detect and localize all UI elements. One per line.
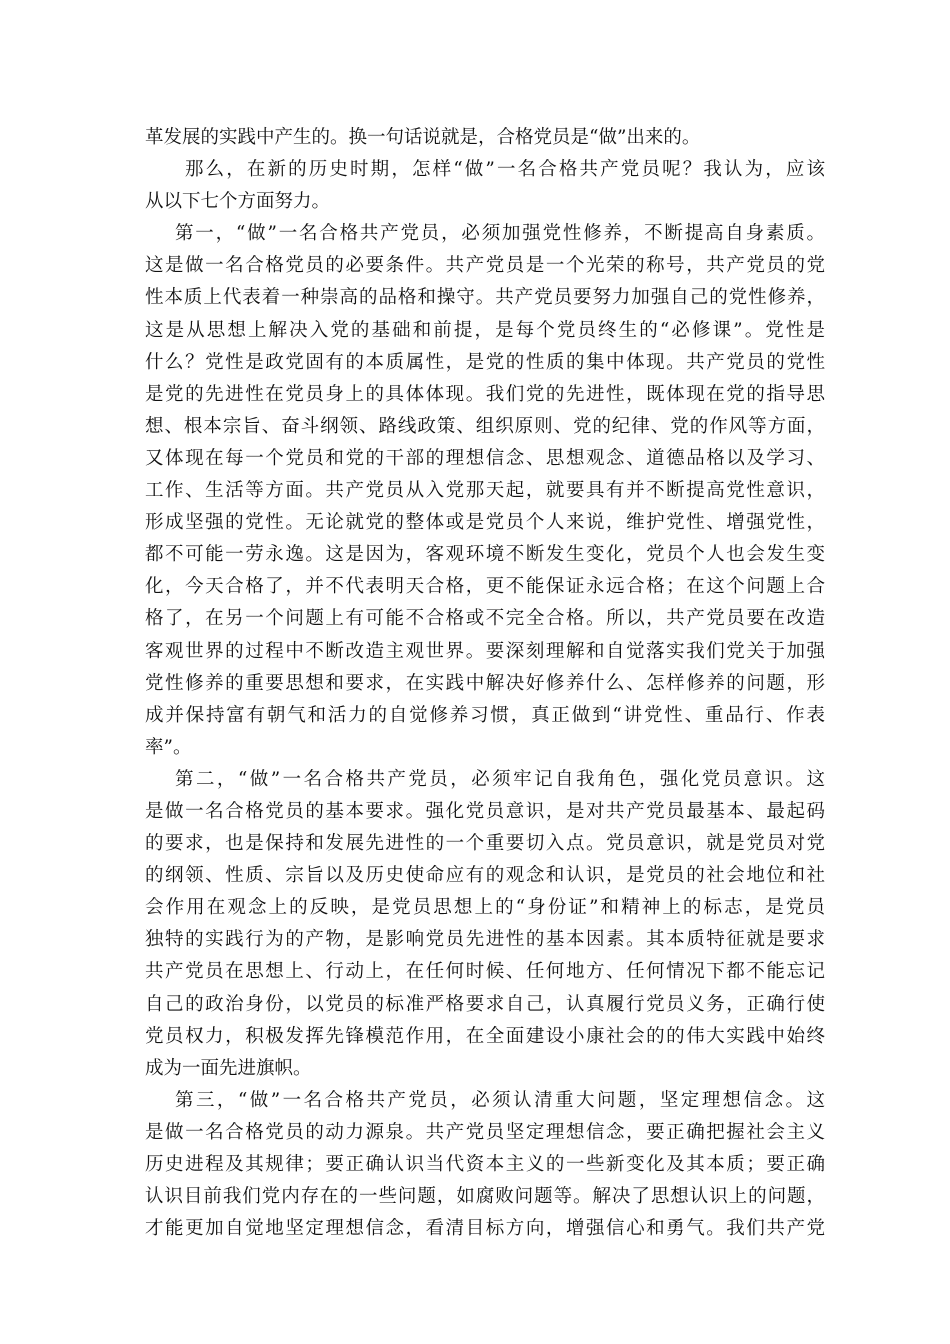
paragraph-first-line: 第二，“做”一名合格共产党员，必须牢记自我角色，强化党员意识。这: [175, 768, 825, 790]
text-line: 自己的政治身份，以党员的标准严格要求自己，认真履行党员义务，正确行使: [145, 993, 825, 1015]
text-line: 会作用在观念上的反映，是党员思想上的“身份证”和精神上的标志，是党员: [145, 897, 825, 919]
text-line: 党性修养的重要思想和要求，在实践中解决好修养什么、怎样修养的问题，形: [145, 672, 825, 694]
text-line: 客观世界的过程中不断改造主观世界。要深刻理解和自觉落实我们党关于加强: [145, 640, 825, 662]
text-line: 的要求，也是保持和发展先进性的一个重要切入点。党员意识，就是党员对党: [145, 833, 825, 855]
text-line: 是做一名合格党员的动力源泉。共产党员坚定理想信念，要正确把握社会主义: [145, 1121, 825, 1143]
text-line: 成并保持富有朝气和活力的自觉修养习惯，真正做到“讲党性、重品行、作表: [145, 704, 825, 726]
text-line: 工作、生活等方面。共产党员从入党那天起，就要具有并不断提高党性意识，: [145, 480, 825, 502]
text-line: 才能更加自觉地坚定理想信念，看清目标方向，增强信心和勇气。我们共产党: [145, 1218, 825, 1240]
text-line: 是党的先进性在党员身上的具体体现。我们党的先进性，既体现在党的指导思: [145, 383, 825, 405]
paragraph-first-line: 第一，“做”一名合格共产党员，必须加强党性修养，不断提高自身素质。: [175, 223, 825, 245]
text-line: 认识目前我们党内存在的一些问题，如腐败问题等。解决了思想认识上的问题，: [145, 1186, 825, 1208]
text-line: 成为一面先进旗帜。: [145, 1057, 312, 1079]
text-line: 党员权力，积极发挥先锋模范作用，在全面建设小康社会的的伟大实践中始终: [145, 1025, 825, 1047]
text-line: 想、根本宗旨、奋斗纲领、路线政策、组织原则、党的纪律、党的作风等方面，: [145, 415, 825, 437]
text-line: 从以下七个方面努力。: [145, 191, 331, 213]
text-line: 率”。: [145, 736, 192, 758]
text-line: 化，今天合格了，并不代表明天合格，更不能保证永远合格；在这个问题上合: [145, 576, 825, 598]
text-line: 是做一名合格党员的基本要求。强化党员意识，是对共产党员最基本、最起码: [145, 800, 825, 822]
text-line: 格了，在另一个问题上有可能不合格或不完全合格。所以，共产党员要在改造: [145, 608, 825, 630]
text-line: 共产党员在思想上、行动上，在任何时候、任何地方、任何情况下都不能忘记: [145, 961, 825, 983]
paragraph-first-line: 第三，“做”一名合格共产党员，必须认清重大问题，坚定理想信念。这: [175, 1089, 825, 1111]
text-line: 历史进程及其规律；要正确认识当代资本主义的一些新变化及其本质；要正确: [145, 1154, 825, 1175]
text-line: 这是从思想上解决入党的基础和前提，是每个党员终生的“必修课”。党性是: [145, 319, 825, 341]
text-line: 的纲领、性质、宗旨以及历史使命应有的观念和认识，是党员的社会地位和社: [145, 865, 825, 887]
text-line: 革发展的实践中产生的。换一句话说就是，合格党员是“做”出来的。: [145, 127, 701, 148]
text-line: 什么？党性是政党固有的本质属性，是党的性质的集中体现。共产党员的党性: [145, 351, 825, 373]
text-line: 都不可能一劳永逸。这是因为，客观环境不断发生变化，党员个人也会发生变: [145, 544, 825, 566]
document-body: [145, 122, 825, 1245]
text-line: 独特的实践行为的产物，是影响党员先进性的基本因素。其本质特征就是要求: [145, 929, 825, 951]
text-line: 性本质上代表着一种崇高的品格和操守。共产党员要努力加强自己的党性修养，: [145, 287, 825, 309]
text-line: 又体现在每一个党员和党的干部的理想信念、思想观念、道德品格以及学习、: [145, 447, 825, 469]
paragraph-first-line: 那么，在新的历史时期，怎样“做”一名合格共产党员呢？我认为，应该: [185, 159, 825, 181]
text-line: 这是做一名合格党员的必要条件。共产党员是一个光荣的称号，共产党员的党: [145, 255, 825, 277]
text-line: 形成坚强的党性。无论就党的整体或是党员个人来说，维护党性、增强党性，: [145, 512, 825, 534]
